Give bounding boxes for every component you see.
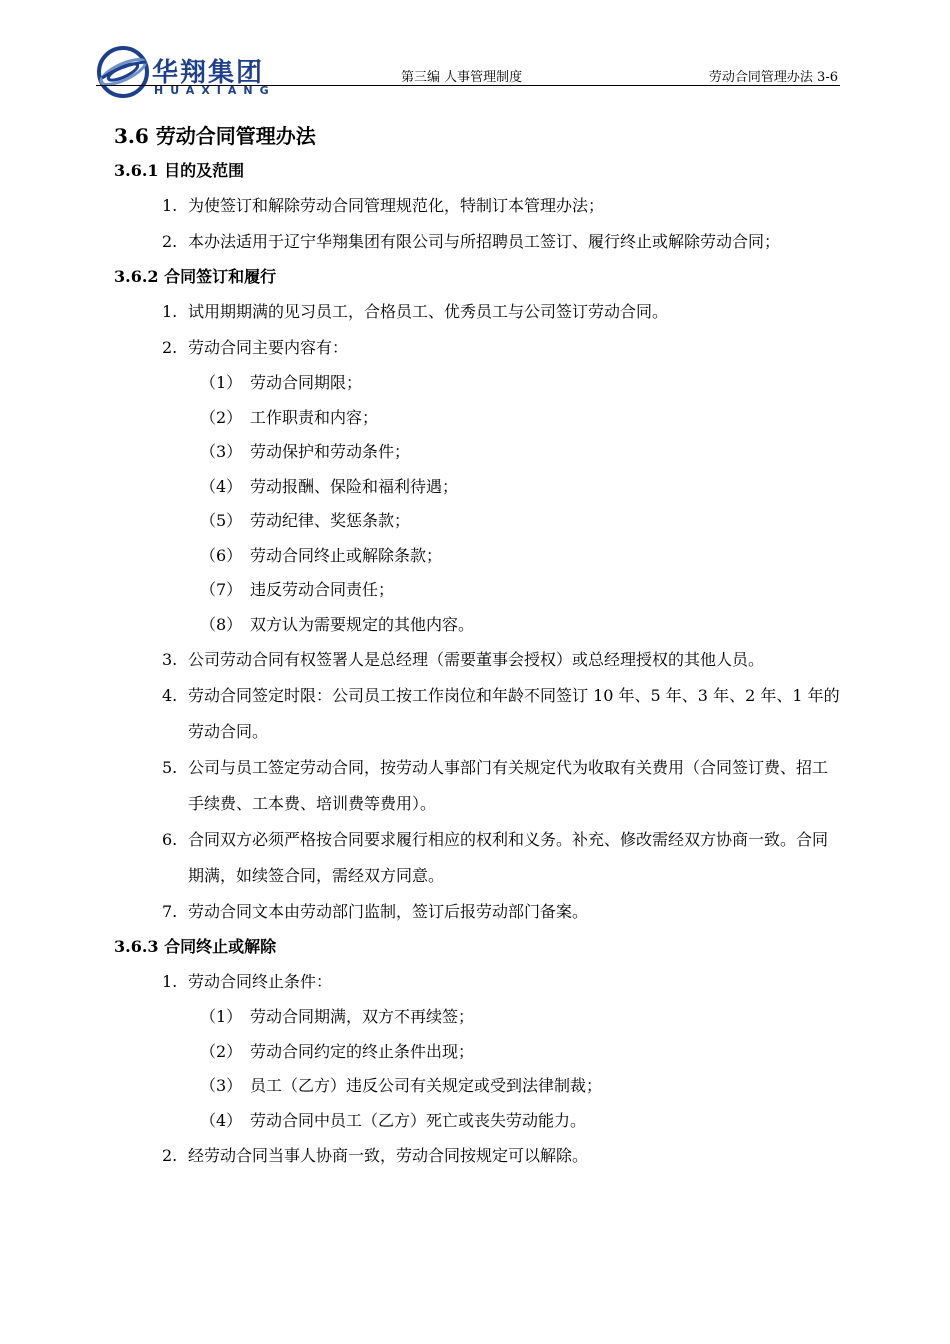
sub-list-item bbox=[114, 401, 840, 436]
sub-item-text: 劳动保护和劳动条件； bbox=[250, 442, 411, 461]
document-body bbox=[114, 118, 840, 1174]
list-item bbox=[114, 642, 840, 678]
item-text: 劳动合同签定时限：公司员工按工作岗位和年龄不同签订 10 年、5 年、3 年、2 年、1 年的劳动合同。 bbox=[188, 686, 840, 741]
sub-item-number: （8） bbox=[200, 614, 243, 634]
list-item bbox=[114, 330, 840, 366]
sub-item-text: 劳动报酬、保险和福利待遇； bbox=[250, 476, 459, 496]
logo-english-name: HUAXIANG bbox=[154, 84, 276, 97]
item-text: 公司与员工签定劳动合同，按劳动人事部门有关规定代为收取有关费用（合同签订费、招工手续费、工本费、培训费等费用）。 bbox=[188, 758, 829, 813]
sub-item-text: 劳动合同中员工（乙方）死亡或丧失劳动能力。 bbox=[250, 1110, 587, 1130]
sub-item-number: （7） bbox=[200, 580, 243, 599]
sub-item-text: 劳动合同终止或解除条款； bbox=[250, 545, 443, 565]
sub-item-text: 劳动合同期满，双方不再续签； bbox=[250, 1007, 475, 1026]
sub-list-item bbox=[114, 1000, 840, 1035]
item-text: 本办法适用于辽宁华翔集团有限公司与所招聘员工签订、履行终止或解除劳动合同； bbox=[188, 232, 781, 251]
item-number: 2. bbox=[162, 232, 178, 251]
sub-list-item bbox=[114, 366, 840, 401]
sub-item-number: （6） bbox=[200, 545, 243, 565]
header-divider bbox=[96, 85, 840, 86]
item-number: 4. bbox=[162, 686, 178, 705]
sub-item-number: （1） bbox=[200, 373, 243, 392]
sub-list-item bbox=[114, 504, 840, 539]
globe-logo-icon bbox=[96, 44, 152, 100]
list-item bbox=[114, 1138, 840, 1174]
item-number: 2. bbox=[162, 1146, 178, 1165]
sub-item-number: （5） bbox=[200, 511, 243, 530]
sub-item-number: （2） bbox=[200, 1041, 243, 1061]
item-text: 劳动合同文本由劳动部门监制，签订后报劳动部门备案。 bbox=[188, 902, 589, 921]
list-item bbox=[114, 294, 840, 330]
sub-list-item bbox=[114, 573, 840, 608]
page-header bbox=[96, 42, 840, 102]
sub-item-text: 工作职责和内容； bbox=[250, 407, 379, 427]
sub-list-item bbox=[114, 539, 840, 574]
item-number: 1. bbox=[162, 302, 178, 321]
item-number: 5. bbox=[162, 758, 178, 777]
sub-item-number: （4） bbox=[200, 1110, 243, 1130]
item-number: 2. bbox=[162, 338, 178, 357]
sub-item-number: （3） bbox=[200, 442, 243, 461]
sub-list-item bbox=[114, 608, 840, 643]
sub-item-text: 员工（乙方）违反公司有关规定或受到法律制裁； bbox=[250, 1076, 603, 1095]
list-item bbox=[114, 822, 840, 894]
sub-item-text: 劳动合同约定的终止条件出现； bbox=[250, 1041, 475, 1061]
sub-list-item bbox=[114, 435, 840, 470]
item-number: 1. bbox=[162, 196, 178, 215]
item-text: 公司劳动合同有权签署人是总经理（需要董事会授权）或总经理授权的其他人员。 bbox=[188, 650, 765, 669]
header-chapter: 第三编 人事管理制度 bbox=[401, 70, 523, 85]
section-heading: 3.6.3 合同终止或解除 bbox=[114, 937, 277, 956]
list-item bbox=[114, 750, 840, 822]
sub-item-number: （1） bbox=[200, 1007, 243, 1026]
header-doc-id: 劳动合同管理办法 3-6 bbox=[708, 70, 838, 85]
item-text: 经劳动合同当事人协商一致，劳动合同按规定可以解除。 bbox=[188, 1146, 589, 1165]
list-item bbox=[114, 224, 840, 260]
sub-list-item bbox=[114, 1035, 840, 1070]
item-number: 7. bbox=[162, 902, 178, 921]
sub-item-number: （4） bbox=[200, 476, 243, 496]
sub-item-text: 违反劳动合同责任； bbox=[250, 580, 395, 599]
sub-list-item bbox=[114, 1104, 840, 1139]
item-text: 为使签订和解除劳动合同管理规范化，特制订本管理办法； bbox=[188, 196, 605, 215]
item-text: 劳动合同终止条件： bbox=[188, 972, 333, 991]
section-heading: 3.6.1 目的及范围 bbox=[114, 161, 245, 180]
list-item bbox=[114, 894, 840, 930]
sub-item-text: 双方认为需要规定的其他内容。 bbox=[250, 614, 475, 634]
item-number: 1. bbox=[162, 972, 178, 991]
item-number: 6. bbox=[162, 830, 178, 849]
sub-list-item bbox=[114, 470, 840, 505]
section-heading: 3.6.2 合同签订和履行 bbox=[114, 267, 277, 286]
item-text: 合同双方必须严格按合同要求履行相应的权利和义务。补充、修改需经双方协商一致。合同期满，如续签合同，需经双方同意。 bbox=[188, 830, 829, 885]
sub-item-number: （2） bbox=[200, 407, 243, 427]
sub-item-number: （3） bbox=[200, 1076, 243, 1095]
list-item bbox=[114, 188, 840, 224]
sub-item-text: 劳动纪律、奖惩条款； bbox=[250, 511, 411, 530]
item-number: 3. bbox=[162, 650, 178, 669]
list-item bbox=[114, 678, 840, 750]
company-logo bbox=[96, 44, 286, 100]
logo-chinese-name: 华翔集团 bbox=[152, 58, 265, 88]
sub-list-item bbox=[114, 1069, 840, 1104]
item-text: 劳动合同主要内容有： bbox=[188, 338, 349, 357]
item-text: 试用期期满的见习员工，合格员工、优秀员工与公司签订劳动合同。 bbox=[188, 302, 669, 321]
sub-item-text: 劳动合同期限； bbox=[250, 373, 363, 392]
list-item bbox=[114, 964, 840, 1000]
document-title: 3.6 劳动合同管理办法 bbox=[114, 124, 316, 148]
